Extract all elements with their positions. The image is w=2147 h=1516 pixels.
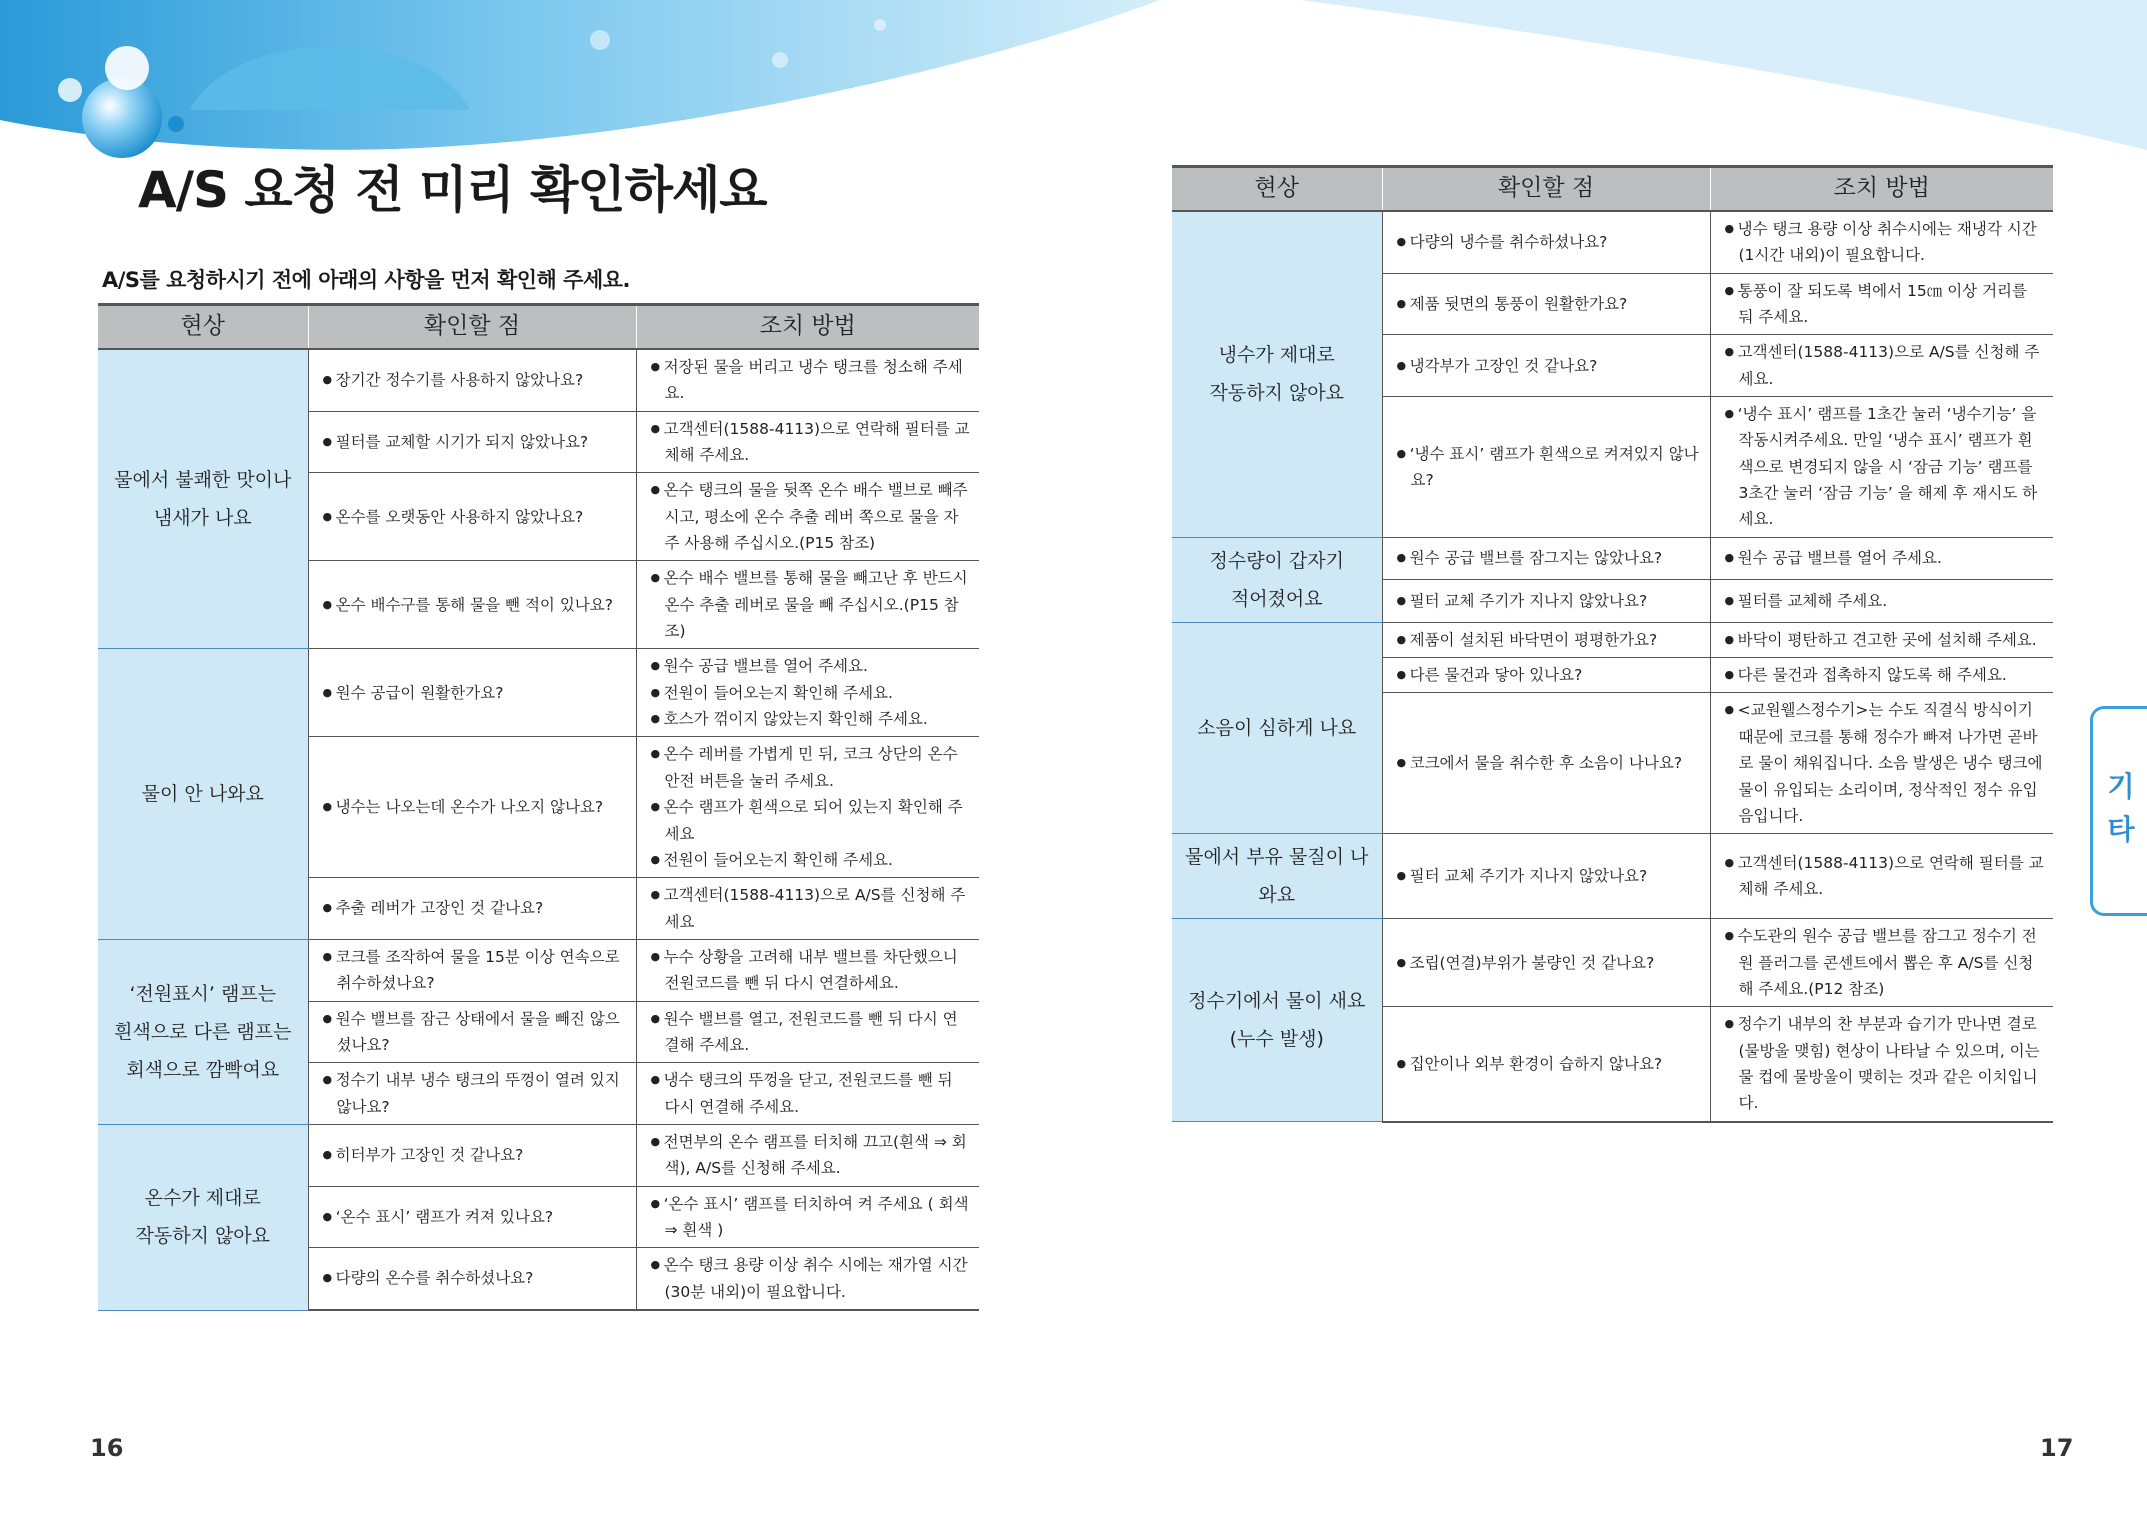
- table-row: [1172, 622, 2053, 657]
- table-row: [98, 939, 979, 1001]
- action-cell: [636, 1124, 979, 1186]
- action-cell: [636, 411, 979, 473]
- page-number-left: 16: [90, 1434, 124, 1462]
- check-cell: [1382, 397, 1710, 538]
- page-title: A/S 요청 전 미리 확인하세요: [138, 161, 767, 219]
- action-cell: [636, 649, 979, 737]
- check-text: ● 필터 교체 주기가 지나지 않았나요?: [1397, 588, 1702, 614]
- header-check: 확인할 점: [1382, 167, 1710, 212]
- check-text: ● 히터부가 고장인 것 같나요?: [323, 1142, 628, 1168]
- check-text: ● 냉각부가 고장인 것 같나요?: [1397, 353, 1702, 379]
- table-row: [1172, 537, 2053, 580]
- action-cell: [1710, 693, 2053, 834]
- action-text: ● 고객센터(1588-4113)으로 연락해 필터를 교체해 주세요.: [651, 416, 972, 469]
- action-text: ● 냉수 탱크의 뚜껑을 닫고, 전원코드를 뺀 뒤 다시 연결해 주세요.: [651, 1067, 972, 1120]
- symptom-cell: 물에서 불쾌한 맛이나 냄새가 나요: [98, 349, 308, 649]
- action-cell: [636, 939, 979, 1001]
- check-text: ● 온수 배수구를 통해 물을 뺀 적이 있나요?: [323, 592, 628, 618]
- action-text: ● 온수 탱크 용량 이상 취수 시에는 재가열 시간(30분 내외)이 필요합니다.: [651, 1252, 972, 1305]
- action-text: ● <교원웰스정수기>는 수도 직결식 방식이기 때문에 코크를 통해 정수가 빠져 나가면 곧바로 물이 채워집니다. 소음 발생은 냉수 탱크에 물이 유입되는 소리이며, 정삭적인 정수 유입음입니다.: [1725, 697, 2046, 829]
- action-cell: [636, 1186, 979, 1248]
- check-text: ● 냉수는 나오는데 온수가 나오지 않나요?: [323, 794, 628, 820]
- action-cell: [636, 473, 979, 561]
- action-cell: [1710, 273, 2053, 335]
- check-text: ● 정수기 내부 냉수 탱크의 뚜껑이 열려 있지 않나요?: [323, 1067, 628, 1120]
- check-cell: [308, 561, 636, 649]
- action-text: ● 온수 램프가 흰색으로 되어 있는지 확인해 주세요: [651, 794, 972, 847]
- check-cell: [1382, 273, 1710, 335]
- check-cell: [308, 737, 636, 878]
- side-tab-label: 기 타: [2107, 770, 2135, 847]
- check-cell: [308, 1248, 636, 1310]
- action-cell: [1710, 335, 2053, 397]
- action-cell: [636, 1001, 979, 1063]
- check-cell: [308, 349, 636, 411]
- check-cell: [308, 878, 636, 940]
- action-cell: [1710, 397, 2053, 538]
- symptom-cell: 소음이 심하게 나요: [1172, 622, 1382, 833]
- header-action: 조치 방법: [1710, 167, 2053, 212]
- check-text: ● 조립(연결)부위가 불량인 것 같나요?: [1397, 950, 1702, 976]
- action-text: ● 정수기 내부의 찬 부분과 습기가 만나면 결로(물방울 맺힘) 현상이 나타날 수 있으며, 이는 물 컵에 물방울이 맺히는 것과 같은 이치입니다.: [1725, 1011, 2046, 1116]
- check-text: ● 원수 공급이 원활한가요?: [323, 680, 628, 706]
- action-cell: [636, 561, 979, 649]
- check-text: ● 다량의 온수를 취수하셨나요?: [323, 1265, 628, 1291]
- check-cell: [1382, 211, 1710, 273]
- symptom-cell: 물이 안 나와요: [98, 649, 308, 939]
- action-text: ● 필터를 교체해 주세요.: [1725, 588, 2046, 614]
- action-text: ● 원수 공급 밸브를 열어 주세요.: [651, 653, 972, 679]
- action-cell: [1710, 580, 2053, 623]
- action-text: ● 온수 배수 밸브를 통해 물을 빼고난 후 반드시 온수 추출 레버로 물을 빼 주십시오.(P15 참조): [651, 565, 972, 644]
- check-text: ● ‘온수 표시’ 램프가 켜져 있나요?: [323, 1204, 628, 1230]
- action-text: ● 냉수 탱크 용량 이상 취수시에는 재냉각 시간 (1시간 내외)이 필요합니다.: [1725, 216, 2046, 269]
- check-text: ● ‘냉수 표시’ 램프가 흰색으로 켜져있지 않나요?: [1397, 441, 1702, 494]
- table-row: [98, 649, 979, 737]
- check-cell: [308, 649, 636, 737]
- symptom-cell: 정수량이 갑자기 적어졌어요: [1172, 537, 1382, 622]
- table-row: [1172, 919, 2053, 1007]
- action-cell: [636, 1248, 979, 1310]
- check-text: ● 코크에서 물을 취수한 후 소음이 나나요?: [1397, 750, 1702, 776]
- check-cell: [1382, 658, 1710, 693]
- troubleshooting-table-right: [1172, 165, 2053, 1123]
- header-symptom: 현상: [1172, 167, 1382, 212]
- action-text: ● 전원이 들어오는지 확인해 주세요.: [651, 847, 972, 873]
- header-action: 조치 방법: [636, 305, 979, 350]
- check-cell: [1382, 919, 1710, 1007]
- action-text: ● 수도관의 원수 공급 밸브를 잠그고 정수기 전원 플러그를 콘센트에서 뽑은 후 A/S를 신청해 주세요.(P12 참조): [1725, 923, 2046, 1002]
- action-text: ● 통풍이 잘 되도록 벽에서 15㎝ 이상 거리를 둬 주세요.: [1725, 278, 2046, 331]
- action-text: ● ‘온수 표시’ 램프를 터치하여 켜 주세요 ( 회색 ⇒ 흰색 ): [651, 1191, 972, 1244]
- check-text: ● 코크를 조작하여 물을 15분 이상 연속으로 취수하셨나요?: [323, 944, 628, 997]
- check-cell: [308, 1186, 636, 1248]
- check-text: ● 필터 교체 주기가 지나지 않았나요?: [1397, 863, 1702, 889]
- action-text: ● ‘냉수 표시’ 램프를 1초간 눌러 ‘냉수기능’ 을 작동시켜주세요. 만일 ‘냉수 표시’ 램프가 흰색으로 변경되지 않을 시 ‘잠금 기능’ 램프를 3초간 눌러 ‘잠금 기능’ 을 해제 후 재시도 하세요.: [1725, 401, 2046, 533]
- action-text: ● 원수 밸브를 열고, 전원코드를 뺀 뒤 다시 연결해 주세요.: [651, 1006, 972, 1059]
- check-cell: [308, 1063, 636, 1125]
- action-text: ● 누수 상황을 고려해 내부 밸브를 차단했으니 전원코드를 뺀 뒤 다시 연결하세요.: [651, 944, 972, 997]
- action-cell: [636, 349, 979, 411]
- check-cell: [308, 1124, 636, 1186]
- action-cell: [636, 1063, 979, 1125]
- action-text: ● 원수 공급 밸브를 열어 주세요.: [1725, 545, 2046, 571]
- table-row: [98, 1124, 979, 1186]
- header-check: 확인할 점: [308, 305, 636, 350]
- check-text: ● 다량의 냉수를 취수하셨나요?: [1397, 229, 1702, 255]
- check-cell: [308, 473, 636, 561]
- action-text: ● 다른 물건과 접촉하지 않도록 해 주세요.: [1725, 662, 2046, 688]
- page-subtitle: A/S를 요청하시기 전에 아래의 사항을 먼저 확인해 주세요.: [102, 268, 630, 292]
- check-text: ● 다른 물건과 닿아 있나요?: [1397, 662, 1702, 688]
- check-text: ● 추출 레버가 고장인 것 같나요?: [323, 895, 628, 921]
- check-text: ● 온수를 오랫동안 사용하지 않았나요?: [323, 504, 628, 530]
- header-symptom: 현상: [98, 305, 308, 350]
- check-text: ● 장기간 정수기를 사용하지 않았나요?: [323, 367, 628, 393]
- action-cell: [1710, 537, 2053, 580]
- check-cell: [308, 1001, 636, 1063]
- action-text: ● 고객센터(1588-4113)으로 연락해 필터를 교체해 주세요.: [1725, 850, 2046, 903]
- symptom-cell: ‘전원표시’ 램프는 흰색으로 다른 램프는 회색으로 깜빡여요: [98, 939, 308, 1124]
- check-text: ● 원수 밸브를 잠근 상태에서 물을 빼진 않으셨나요?: [323, 1006, 628, 1059]
- action-cell: [1710, 658, 2053, 693]
- action-cell: [1710, 834, 2053, 919]
- check-text: ● 제품 뒷면의 통풍이 원활한가요?: [1397, 291, 1702, 317]
- check-cell: [1382, 622, 1710, 657]
- check-cell: [1382, 1007, 1710, 1122]
- action-text: ● 고객센터(1588-4113)으로 A/S를 신청해 주세요: [651, 882, 972, 935]
- action-cell: [1710, 919, 2053, 1007]
- check-text: ● 집안이나 외부 환경이 습하지 않나요?: [1397, 1051, 1702, 1077]
- check-cell: [1382, 693, 1710, 834]
- page-number-right: 17: [2040, 1434, 2074, 1462]
- symptom-cell: 물에서 부유 물질이 나와요: [1172, 834, 1382, 919]
- check-text: ● 원수 공급 밸브를 잠그지는 않았나요?: [1397, 545, 1702, 571]
- action-text: ● 온수 레버를 가볍게 민 뒤, 코크 상단의 온수 안전 버튼을 눌러 주세요.: [651, 741, 972, 794]
- check-text: ● 필터를 교체할 시기가 되지 않았나요?: [323, 429, 628, 455]
- action-text: ● 호스가 꺾이지 않았는지 확인해 주세요.: [651, 706, 972, 732]
- check-cell: [1382, 834, 1710, 919]
- action-text: ● 전원이 들어오는지 확인해 주세요.: [651, 680, 972, 706]
- action-cell: [1710, 1007, 2053, 1122]
- action-cell: [636, 737, 979, 878]
- action-text: ● 온수 탱크의 물을 뒷쪽 온수 배수 밸브로 빼주시고, 평소에 온수 추출 레버 쪽으로 물을 자주 사용해 주십시오.(P15 참조): [651, 477, 972, 556]
- action-cell: [1710, 622, 2053, 657]
- symptom-cell: 냉수가 제대로 작동하지 않아요: [1172, 211, 1382, 537]
- check-cell: [1382, 335, 1710, 397]
- header-water-banner: [0, 0, 2147, 170]
- action-text: ● 전면부의 온수 램프를 터치해 끄고(흰색 ⇒ 회색), A/S를 신청해 주세요.: [651, 1129, 972, 1182]
- action-text: ● 고객센터(1588-4113)으로 A/S를 신청해 주세요.: [1725, 339, 2046, 392]
- action-cell: [1710, 211, 2053, 273]
- action-text: ● 저장된 물을 버리고 냉수 탱크를 청소해 주세요.: [651, 354, 972, 407]
- check-cell: [1382, 537, 1710, 580]
- troubleshooting-table-left: [98, 303, 979, 1311]
- symptom-cell: 정수기에서 물이 새요 (누수 발생): [1172, 919, 1382, 1122]
- symptom-cell: 온수가 제대로 작동하지 않아요: [98, 1124, 308, 1310]
- check-cell: [308, 411, 636, 473]
- check-text: ● 제품이 설치된 바닥면이 평평한가요?: [1397, 627, 1702, 653]
- check-cell: [1382, 580, 1710, 623]
- action-text: ● 바닥이 평탄하고 견고한 곳에 설치해 주세요.: [1725, 627, 2046, 653]
- table-row: [1172, 211, 2053, 273]
- table-row: [98, 349, 979, 411]
- table-row: [1172, 834, 2053, 919]
- check-cell: [308, 939, 636, 1001]
- action-cell: [636, 878, 979, 940]
